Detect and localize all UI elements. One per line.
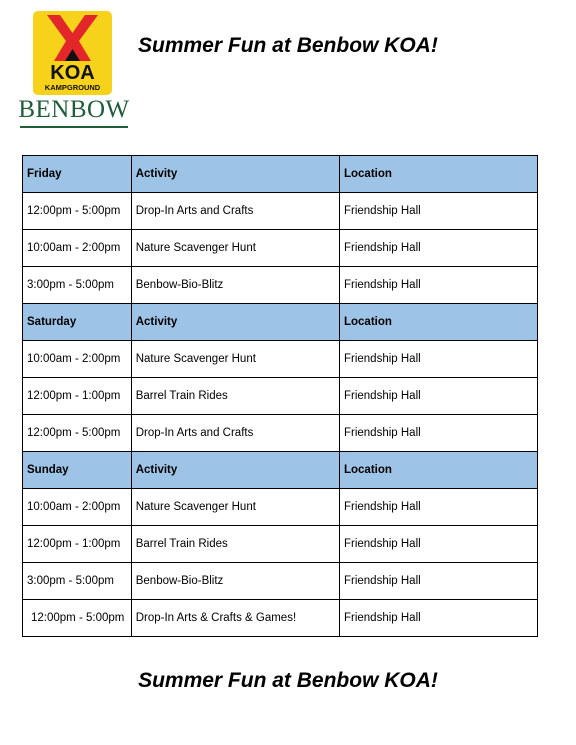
location-cell: Friendship Hall (339, 267, 537, 304)
day-header: Saturday (23, 304, 132, 341)
activity-cell: Nature Scavenger Hunt (131, 230, 339, 267)
day-header: Sunday (23, 452, 132, 489)
time-cell: 12:00pm - 5:00pm (23, 193, 132, 230)
table-row (23, 230, 538, 267)
table-row (23, 267, 538, 304)
location-header: Location (339, 304, 537, 341)
activity-header: Activity (131, 156, 339, 193)
table-row (23, 600, 538, 637)
koa-wordmark: KOA (50, 62, 95, 84)
location-header: Location (339, 452, 537, 489)
table-header-row (23, 452, 538, 489)
koa-logo (33, 11, 112, 95)
page-title: Summer Fun at Benbow KOA! (138, 34, 438, 57)
benbow-logo-text: BENBOW (18, 96, 130, 123)
table-row (23, 341, 538, 378)
time-cell: 10:00am - 2:00pm (23, 230, 132, 267)
table-row (23, 378, 538, 415)
koa-subtitle: KAMPGROUND (44, 83, 101, 92)
location-cell: Friendship Hall (339, 415, 537, 452)
time-cell: 3:00pm - 5:00pm (23, 267, 132, 304)
activity-header: Activity (131, 304, 339, 341)
location-cell: Friendship Hall (339, 378, 537, 415)
activity-cell: Barrel Train Rides (131, 378, 339, 415)
table-row (23, 193, 538, 230)
activity-cell: Barrel Train Rides (131, 526, 339, 563)
location-header: Location (339, 156, 537, 193)
schedule-table (22, 155, 538, 637)
time-cell: 10:00am - 2:00pm (23, 341, 132, 378)
location-cell: Friendship Hall (339, 563, 537, 600)
activity-cell: Nature Scavenger Hunt (131, 489, 339, 526)
time-cell: 10:00am - 2:00pm (23, 489, 132, 526)
time-cell: 12:00pm - 5:00pm (23, 600, 132, 637)
activity-cell: Drop-In Arts and Crafts (131, 193, 339, 230)
activity-cell: Nature Scavenger Hunt (131, 341, 339, 378)
table-row (23, 415, 538, 452)
table-row (23, 489, 538, 526)
time-cell: 3:00pm - 5:00pm (23, 563, 132, 600)
time-cell: 12:00pm - 1:00pm (23, 526, 132, 563)
day-header: Friday (23, 156, 132, 193)
table-row (23, 563, 538, 600)
table-header-row (23, 156, 538, 193)
location-cell: Friendship Hall (339, 600, 537, 637)
location-cell: Friendship Hall (339, 193, 537, 230)
time-cell: 12:00pm - 5:00pm (23, 415, 132, 452)
activity-cell: Benbow-Bio-Blitz (131, 563, 339, 600)
footer-title: Summer Fun at Benbow KOA! (138, 669, 438, 692)
time-cell: 12:00pm - 1:00pm (23, 378, 132, 415)
location-cell: Friendship Hall (339, 489, 537, 526)
table-header-row (23, 304, 538, 341)
activity-header: Activity (131, 452, 339, 489)
activity-cell: Drop-In Arts and Crafts (131, 415, 339, 452)
activity-cell: Benbow-Bio-Blitz (131, 267, 339, 304)
activity-cell: Drop-In Arts & Crafts & Games! (131, 600, 339, 637)
table-row (23, 526, 538, 563)
benbow-logo-rule (20, 126, 128, 128)
location-cell: Friendship Hall (339, 341, 537, 378)
location-cell: Friendship Hall (339, 526, 537, 563)
location-cell: Friendship Hall (339, 230, 537, 267)
